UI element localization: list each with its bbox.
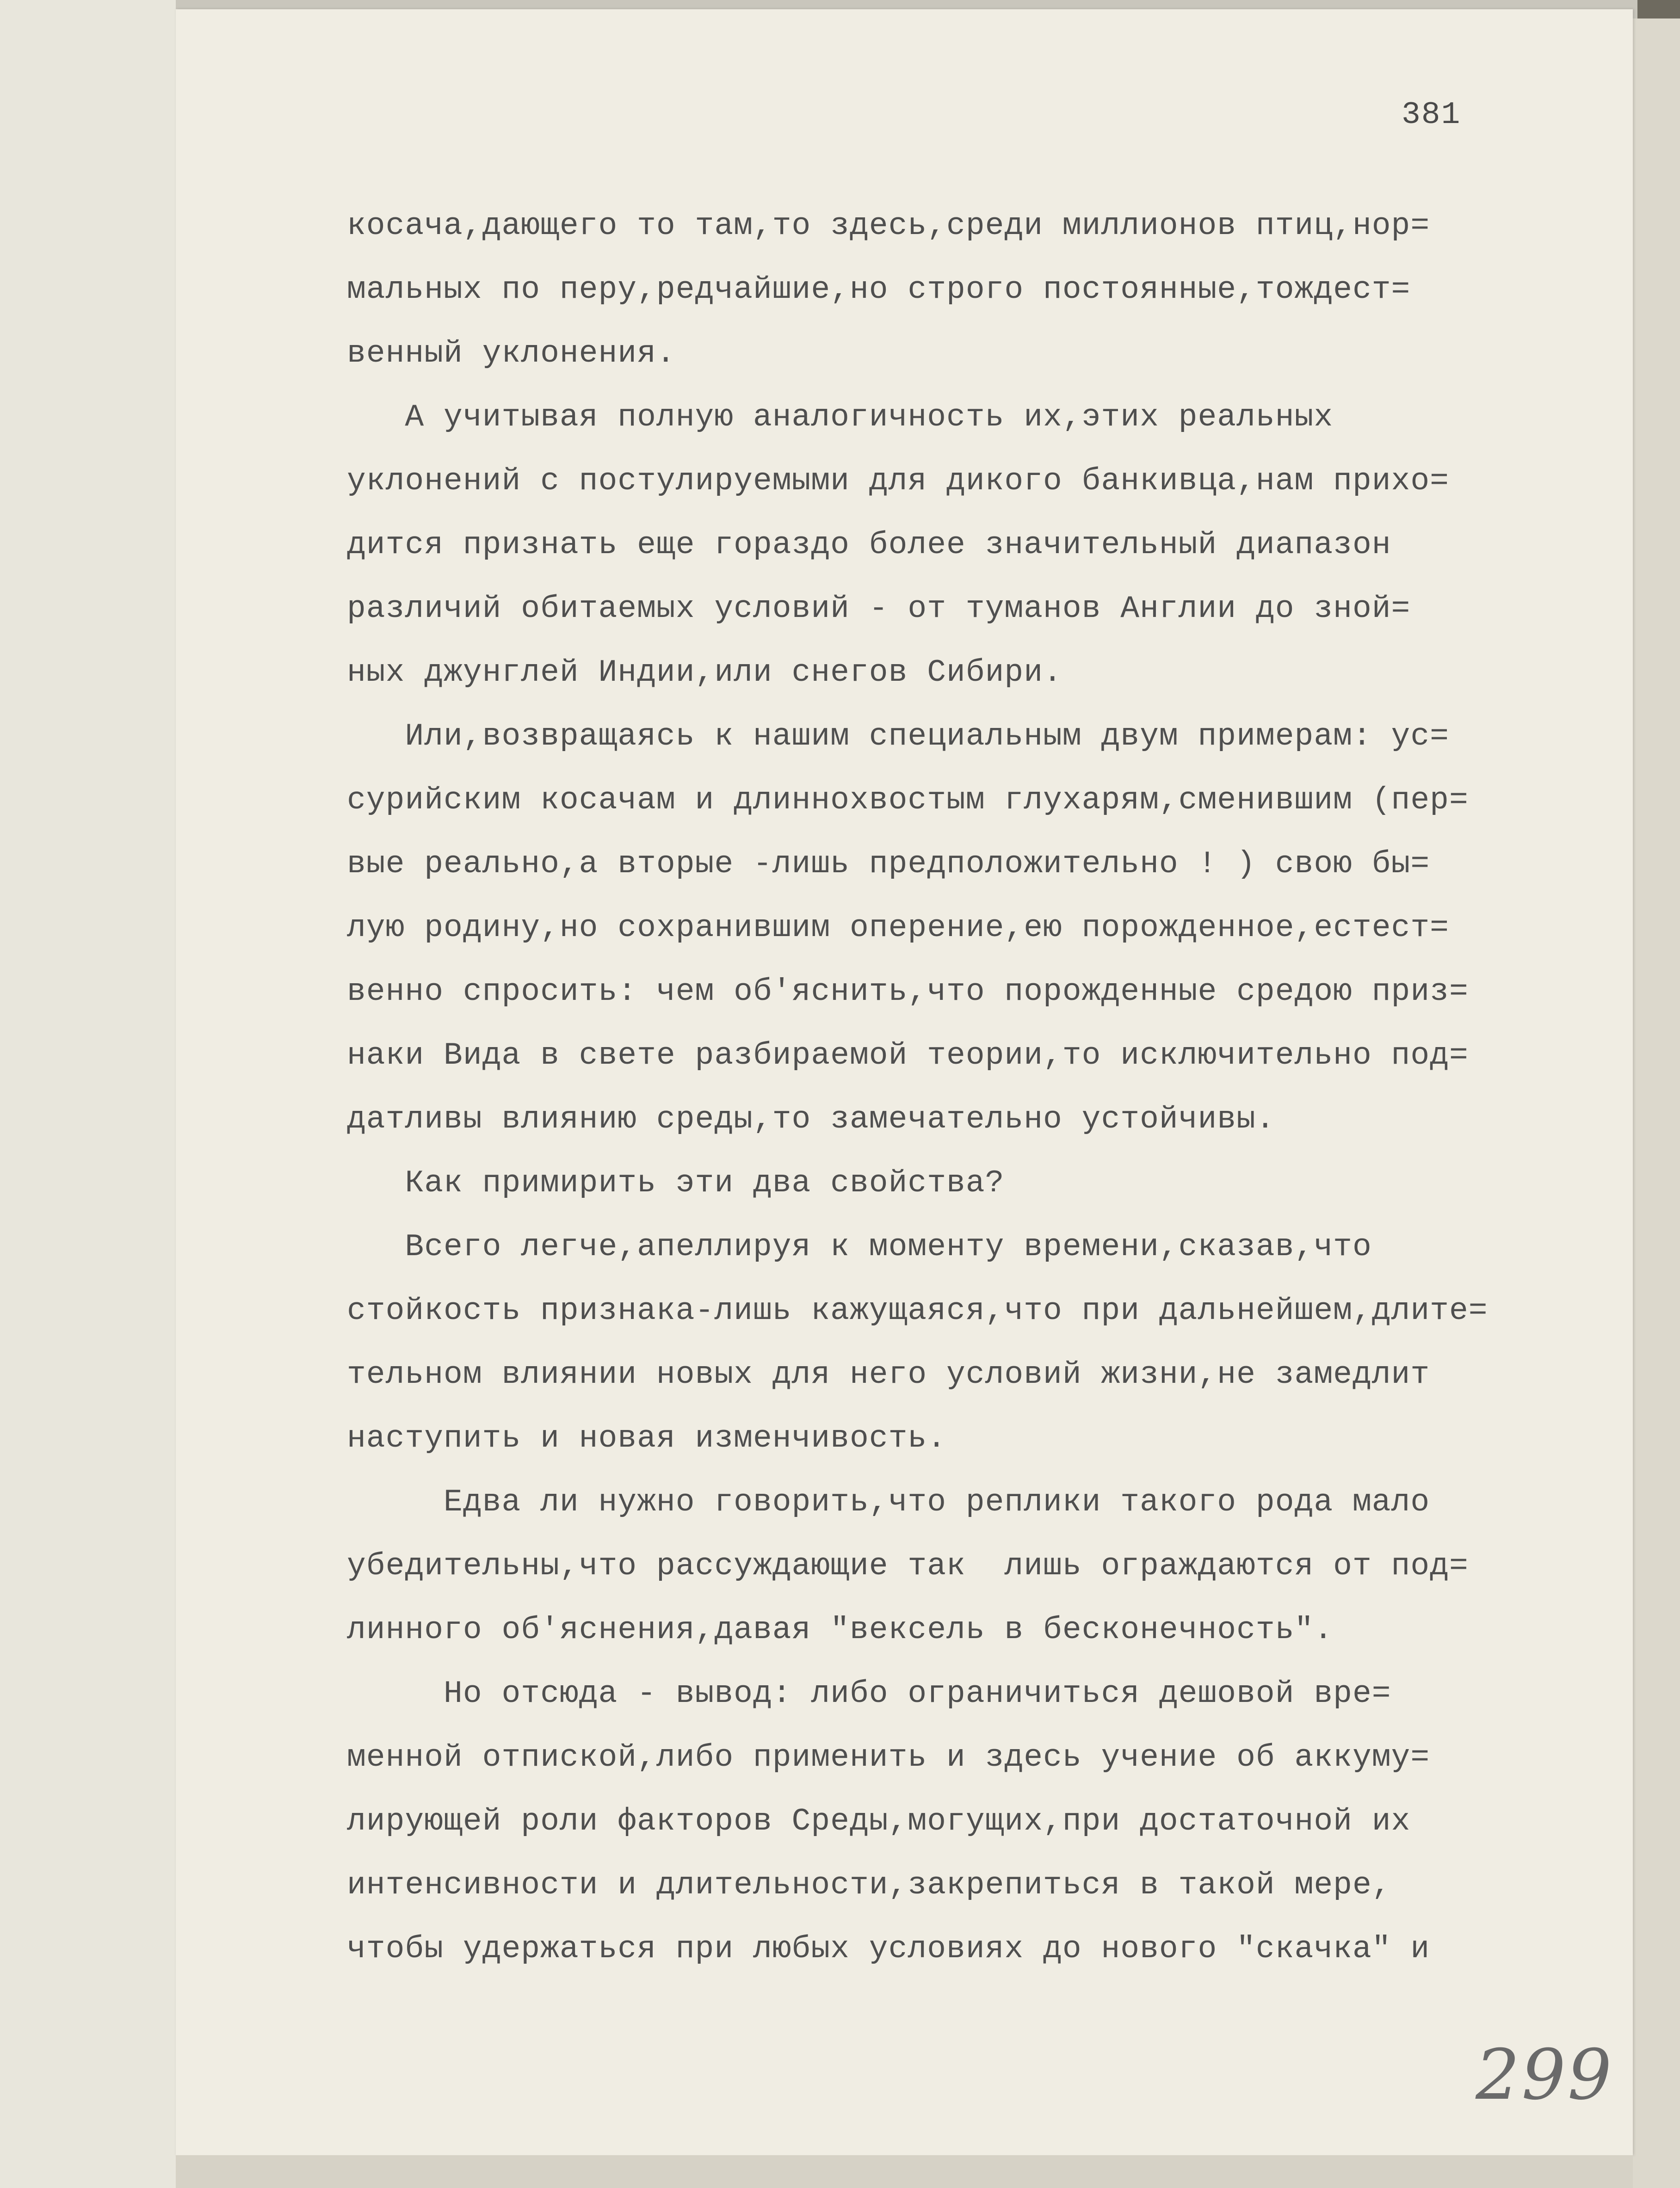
- text-line: Но отсюда - вывод: либо ограничиться дешовой вре=: [347, 1676, 1391, 1712]
- text-line: уклонений с постулируемыми для дикого банкивца,нам прихо=: [347, 463, 1449, 499]
- text-line: различий обитаемых условий - от туманов Англии до зной=: [347, 591, 1411, 627]
- text-line: Едва ли нужно говорить,что реплики такого рода мало: [347, 1485, 1430, 1520]
- scan-bottom-edge: [176, 2155, 1633, 2188]
- typewritten-page: [176, 9, 1633, 2155]
- text-line: наки Вида в свете разбираемой теории,то исключительно под=: [347, 1038, 1469, 1073]
- text-line: венный уклонения.: [347, 336, 676, 371]
- text-line: интенсивности и длительности,закрепиться в такой мере,: [347, 1868, 1391, 1903]
- text-line: стойкость признака-лишь кажущаяся,что при дальнейшем,длите=: [347, 1293, 1488, 1329]
- text-line: наступить и новая изменчивость.: [347, 1421, 947, 1456]
- text-line: А учитывая полную аналогичность их,этих реальных: [347, 400, 1334, 435]
- text-line: мальных по перу,редчайшие,но строго постоянные,тождест=: [347, 272, 1411, 308]
- scan-left-margin: [0, 0, 176, 2188]
- text-line: датливы влиянию среды,то замечательно устойчивы.: [347, 1102, 1275, 1137]
- text-line: Или,возвращаясь к нашим специальным двум примерам: ус=: [347, 719, 1449, 754]
- text-line: линного об'яснения,давая "вексель в бесконечность".: [347, 1612, 1334, 1648]
- page-number: 381: [1402, 97, 1461, 133]
- text-line: чтобы удержаться при любых условиях до нового "скачка" и: [347, 1931, 1430, 1967]
- text-line: венно спросить: чем об'яснить,что порожденные средою приз=: [347, 974, 1469, 1010]
- text-line: лирующей роли факторов Среды,могущих,при достаточной их: [347, 1804, 1411, 1839]
- text-line: косача,дающего то там,то здесь,среди миллионов птиц,нор=: [347, 208, 1430, 244]
- archive-folio-number: 299: [1476, 2035, 1614, 2115]
- text-line: дится признать еще гораздо более значительный диапазон: [347, 527, 1391, 563]
- text-line: Всего легче,апеллируя к моменту времени,сказав,что: [347, 1229, 1372, 1265]
- page-body-text: [347, 194, 1619, 1981]
- text-line: Как примирить эти два свойства?: [347, 1165, 1005, 1201]
- text-line: менной отпиской,либо применить и здесь учение об аккуму=: [347, 1740, 1430, 1775]
- text-line: сурийским косачам и длиннохвостым глухарям,сменившим (пер=: [347, 783, 1469, 818]
- text-line: вые реально,а вторые -лишь предположительно ! ) свою бы=: [347, 846, 1430, 882]
- text-line: ных джунглей Индии,или снегов Сибири.: [347, 655, 1062, 690]
- text-line: убедительны,что рассуждающие так лишь ограждаются от под=: [347, 1548, 1469, 1584]
- text-line: лую родину,но сохранившим оперение,ею порожденное,естест=: [347, 910, 1449, 946]
- text-line: тельном влиянии новых для него условий жизни,не замедлит: [347, 1357, 1430, 1393]
